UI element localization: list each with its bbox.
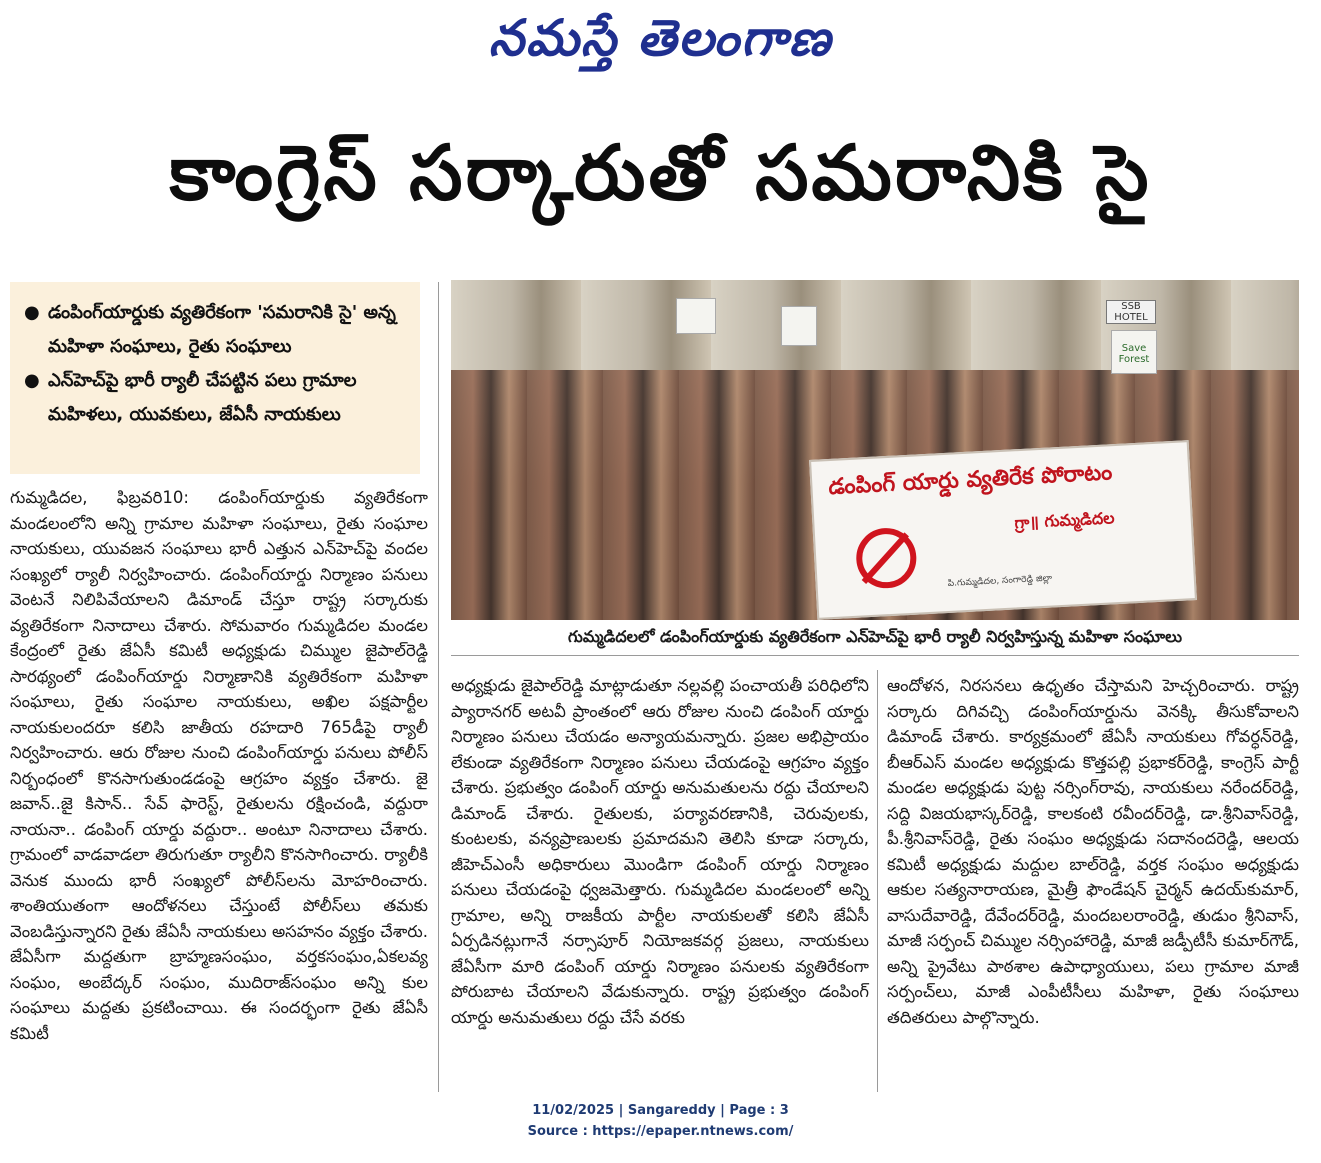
article-text: గుమ్మడిదల, ఫిబ్రవరి10: డంపింగ్‌యార్డుకు వ్యతిరేకంగా మండలంలోని అన్ని గ్రామాల మహిళా సంఘాలు, రైతు సంఘాల నాయకులు, యువజన సంఘాలు భారీ ఎత్తున ఎన్‌హెచ్‌పై వందల సంఖ్యలో ర్యాలీ నిర్వహించారు. డంపింగ్‌యార్డు నిర్మాణం పనులు వెంటనే నిలిపివేయాలని డిమాండ్ చేస్తూ రాష్ట్ర సర్కారుకు వ్యతిరేకంగా నినాదాలు చేశారు. సోమవారం గుమ్మడిదల మండల కేంద్రంలో రైతు జేఏసీ కమిటీ అధ్యక్షుడు చిమ్ముల జైపాల్‌రెడ్డి సారథ్యంలో డంపింగ్‌యార్డు నిర్మాణానికి వ్యతిరేకంగా మహిళా సంఘాలు, రైతు సంఘాల నాయకులు, అఖిల పక్షపార్టీల నాయకులందరూ కలిసి జాతీయ రహదారి 765డీపై ర్యాలీ నిర్వహించారు. ఆరు రోజుల నుంచి డంపింగ్‌యార్డు పనులు పోలీస్ నిర్బంధంలో కొనసాగుతుండడంపై ఆగ్రహం వ్యక్తం చేశారు. జై జవాన్..జై కిసాన్.. సేవ్ ఫారెస్ట్, రైతులను రక్షించండి, వద్దురా నాయనా.. డంపింగ్ యార్డు వద్దురా.. అంటూ నినాదాలు చేశారు. గ్రామంలో వాడవాడలా తిరుగుతూ ర్యాలీని కొనసాగించారు. ర్యాలీకి వెనుక ముందు భారీ సంఖ్యలో పోలీస్‌లను మోహరించారు. శాంతియుతంగా ఆందోళనలు చేస్తుంటే పోలీస్‌లు తమకు వెంబడిస్తున్నారని రైతు జేఏసీ నాయకులు అసహనం వ్యక్తం చేశారు. జేఏసీగా మద్దతుగా బ్రాహ్మణసంఘం, వర్తకసంఘం,ఏకలవ్య సంఘం, అంబేద్కర్ సంఘం, ముదిరాజ్‌సంఘం అన్ని కుల సంఘాలు మద్దతు ప్రకటించాయి. ఈ సందర్భంగా రైతు జేఏసీ కమిటీ: [10, 488, 428, 1043]
headline: కాంగ్రెస్ సర్కారుతో సమరానికి సై: [169, 128, 1152, 217]
banner-title: డంపింగ్ యార్డు వ్యతిరేక పోరాటం: [827, 460, 1113, 501]
article-text: ఆందోళన, నిరసనలు ఉధృతం చేస్తామని హెచ్చరించారు. రాష్ట్ర సర్కారు దిగివచ్చి డంపింగ్‌యార్డును వెనక్కి తీసుకోవాలని డిమాండ్ చేశారు. కార్యక్రమంలో జేఏసీ నాయకులు గోవర్ధన్‌రెడ్డి, బీఆర్‌ఎస్ మండల అధ్యక్షుడు కొత్తపల్లి ప్రభాకర్‌రెడ్డి, కాంగ్రెస్ పార్టీ మండల అధ్యక్షుడు పుట్ట నర్సింగ్‌రావు, నాయకులు నరేందర్‌రెడ్డి, సద్ది విజయభాస్కర్‌రెడ్డి, కాలకంటి రవీందర్‌రెడ్డి, డా.శ్రీనివాస్‌రెడ్డి, పీ.శ్రీనివాస్‌రెడ్డి, రైతు సంఘం అధ్యక్షుడు సదానందరెడ్డి, ఆలయ కమిటీ అధ్యక్షుడు మద్దుల బాల్‌రెడ్డి, వర్తక సంఘం అధ్యక్షుడు ఆకుల సత్యనారాయణ, మైత్రీ ఫౌండేషన్ చైర్మన్ ఉదయ్‌కుమార్, వాసుదేవారెడ్డి, దేవేందర్‌రెడ్డి, మందబలరాంరెడ్డి, తుడుం శ్రీనివాస్, మాజీ సర్పంచ్ చిమ్ముల నర్సింహారెడ్డి, మాజీ జడ్పీటీసీ కుమార్‌గౌడ్, అన్ని ప్రైవేటు పాఠశాల ఉపాధ్యాయులు, పలు గ్రామాల మాజీ సర్పంచ్‌లు, మాజీ ఎంపీటీసీలు మహిళా, రైతు సంఘాలు తదితరులు పాల్గొన్నారు.: [887, 676, 1299, 1027]
footer-source[interactable]: Source : https://epaper.ntnews.com/: [527, 1124, 794, 1139]
banner-village: గ్రా॥ గుమ్మడిదల: [1014, 508, 1115, 533]
bullet-icon: ●: [24, 370, 40, 391]
highlight-text: డంపింగ్‌యార్డుకు వ్యతిరేకంగా 'సమరానికి సై' అన్న మహిళా సంఘాలు, రైతు సంఘాలు: [48, 302, 396, 357]
column-divider: [438, 282, 439, 1092]
article-column-3: [887, 673, 1299, 1030]
banner-footer: పి.గుమ్మడిదల, సంగారెడ్డి జిల్లా: [947, 573, 1053, 589]
photo-caption: గుమ్మడిదలలో డంపింగ్‌యార్డుకు వ్యతిరేకంగా ఎన్‌హెచ్‌పై భారీ ర్యాలీ నిర్వహిస్తున్న మహిళా సంఘాలు: [567, 627, 1183, 646]
no-dumping-icon: [855, 527, 918, 590]
article-text: అధ్యక్షుడు జైపాల్‌రెడ్డి మాట్లాడుతూ నల్లవల్లి పంచాయతీ పరిధిలోని ప్యారానగర్ అటవీ ప్రాంతంలో ఆరు రోజుల నుంచి డంపింగ్ యార్డు నిర్మాణం పనులు చేయడం అన్యాయమన్నారు. ప్రజల అభిప్రాయం లేకుండా వ్యతిరేకంగా నిర్మాణం పనులు చేయడంపై ఆగ్రహం వ్యక్తం చేశారు. ప్రభుత్వం డంపింగ్ యార్డు అనుమతులను రద్దు చేయాలని డిమాండ్ చేశారు. రైతులకు, పర్యావరణానికి, చెరువులకు, కుంటలకు, వన్యప్రాణులకు ప్రమాదమని తెలిసి కూడా సర్కారు, జీహెచ్ఎంసీ అధికారులు మొండిగా డంపింగ్ యార్డు నిర్మాణం పనులు చేయడంపై ధ్వజమెత్తారు. గుమ్మడిదల మండలంలో అన్ని గ్రామాల, అన్ని రాజకీయ పార్టీల నాయకులతో కలిసి జేఏసీ ఏర్పడినట్లుగానే నర్సాపూర్ నియోజకవర్గ ప్రజలు, నాయకులు జేఏసీగా మారి డంపింగ్ యార్డు నిర్మాణం పనులకు వ్యతిరేకంగా పోరుబాట చేయాలని వేడుకున్నారు. రాష్ట్ర ప్రభుత్వం డంపింగ్ యార్డు అనుమతులు రద్దు చేసే వరకు: [451, 676, 869, 1027]
caption-divider: [451, 655, 1299, 656]
photo-buildings: [451, 280, 1299, 370]
protest-banner: [809, 440, 1197, 620]
column-divider: [877, 670, 878, 1092]
article-column-1: [10, 485, 428, 1046]
newspaper-masthead: నమస్తే తెలంగాణ: [488, 8, 833, 67]
highlight-item: [22, 296, 410, 364]
rally-photo: [451, 280, 1299, 620]
save-forest-placard: Save Forest: [1111, 330, 1157, 374]
bullet-icon: ●: [24, 302, 40, 323]
highlight-text: ఎన్‌హెచ్‌పై భారీ ర్యాలీ చేపట్టిన పలు గ్రామాల మహిళలు, యువకులు, జేఏసీ నాయకులు: [48, 370, 357, 425]
highlights-box: [10, 282, 420, 474]
hotel-sign: SSB HOTEL: [1106, 300, 1156, 324]
article-column-2: [451, 673, 869, 1030]
highlight-item: [22, 364, 410, 432]
footer-date-edition: 11/02/2025 | Sangareddy | Page : 3: [532, 1103, 789, 1118]
page-footer: [0, 1100, 1321, 1142]
placard: [781, 306, 817, 346]
placard: [676, 298, 716, 334]
